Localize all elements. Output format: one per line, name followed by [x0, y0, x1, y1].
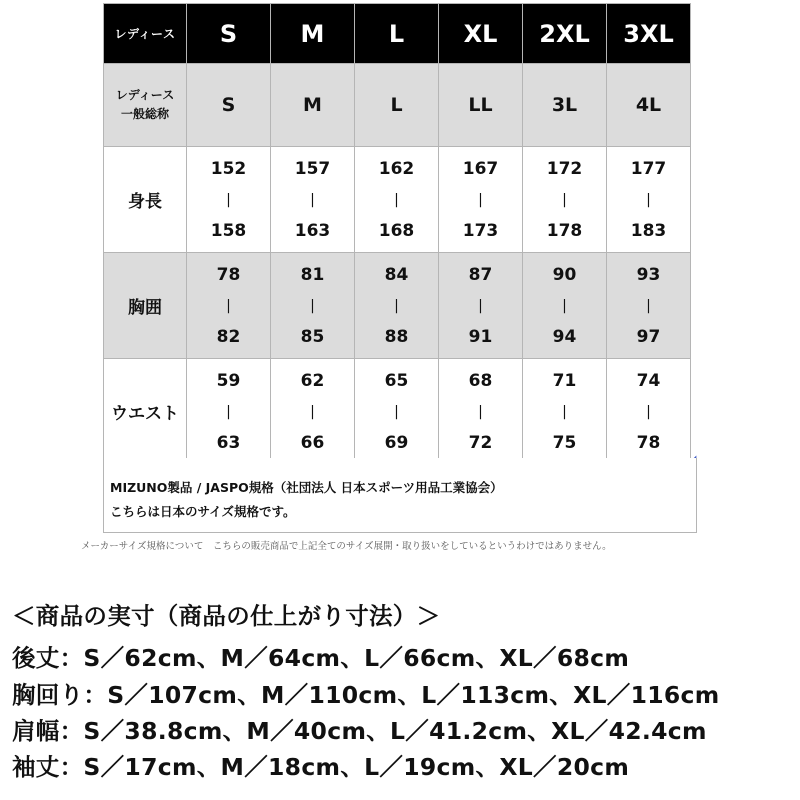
general-size-cell: L: [355, 64, 439, 147]
range-max: 183: [630, 220, 667, 241]
size-standard-note: [103, 458, 697, 533]
range-max: 69: [384, 432, 409, 453]
height-label: 身長: [104, 147, 187, 253]
range-separator: |: [478, 403, 483, 420]
range-separator: |: [394, 403, 399, 420]
range-separator: |: [394, 297, 399, 314]
chest-label: 胸囲: [104, 253, 187, 359]
height-cell: [355, 147, 439, 253]
waist-cell: [355, 359, 439, 465]
range-max: 97: [636, 326, 661, 347]
range-max: 82: [216, 326, 241, 347]
general-size-label-line1: レディース: [115, 88, 175, 102]
range-min: 87: [468, 264, 493, 285]
general-size-cell: S: [187, 64, 271, 147]
chest-cell: [355, 253, 439, 359]
range-separator: |: [478, 297, 483, 314]
general-size-label-line2: 一般総称: [120, 107, 169, 121]
measurements-heading: ＜商品の実寸（商品の仕上がり寸法）＞: [12, 602, 441, 630]
chest-cell: [271, 253, 355, 359]
range-min: 172: [546, 158, 583, 179]
range-min: 71: [552, 370, 577, 391]
range-min: 177: [630, 158, 667, 179]
range-max: 158: [210, 220, 247, 241]
range-separator: |: [226, 191, 231, 208]
range-min: 65: [384, 370, 409, 391]
size-header-xl: XL: [439, 4, 523, 64]
range-min: 162: [378, 158, 415, 179]
range-separator: |: [646, 403, 651, 420]
range-max: 72: [468, 432, 493, 453]
range-max: 178: [546, 220, 583, 241]
note-standard-source: MIZUNO製品 / JASPO規格（社団法人 日本スポーツ用品工業協会）: [110, 480, 503, 495]
height-cell: [187, 147, 271, 253]
range-min: 78: [216, 264, 241, 285]
range-max: 173: [462, 220, 499, 241]
size-disclaimer: メーカーサイズ規格について こちらの販売商品で上記全てのサイズ展開・取り扱いをしているというわけではありません。: [81, 541, 612, 552]
chest-cell: [439, 253, 523, 359]
waist-row: [104, 359, 691, 465]
size-chart-table: [103, 3, 691, 465]
range-min: 90: [552, 264, 577, 285]
spec-back-length: 後丈：S／62cm、M／64cm、L／66cm、XL／68cm: [12, 644, 630, 672]
range-max: 88: [384, 326, 409, 347]
size-header-3xl: 3XL: [607, 4, 691, 64]
range-max: 91: [468, 326, 493, 347]
range-separator: |: [226, 297, 231, 314]
waist-cell: [271, 359, 355, 465]
range-max: 85: [300, 326, 325, 347]
general-size-cell: 3L: [523, 64, 607, 147]
range-min: 152: [210, 158, 247, 179]
height-cell: [439, 147, 523, 253]
size-header-l: L: [355, 4, 439, 64]
range-separator: |: [226, 403, 231, 420]
height-cell: [607, 147, 691, 253]
waist-cell: [439, 359, 523, 465]
range-min: 167: [462, 158, 499, 179]
range-max: 163: [294, 220, 331, 241]
range-separator: |: [478, 191, 483, 208]
waist-cell: [523, 359, 607, 465]
range-separator: |: [310, 191, 315, 208]
general-size-cell: 4L: [607, 64, 691, 147]
spec-chest: 胸回り：S／107cm、M／110cm、L／113cm、XL／116cm: [12, 681, 720, 709]
range-min: 157: [294, 158, 331, 179]
height-cell: [523, 147, 607, 253]
height-cell: [271, 147, 355, 253]
range-max: 78: [636, 432, 661, 453]
range-separator: |: [646, 297, 651, 314]
range-min: 93: [636, 264, 661, 285]
size-header-m: M: [271, 4, 355, 64]
range-separator: |: [562, 297, 567, 314]
range-min: 59: [216, 370, 241, 391]
range-separator: |: [646, 191, 651, 208]
range-max: 94: [552, 326, 577, 347]
range-separator: |: [394, 191, 399, 208]
range-separator: |: [310, 297, 315, 314]
range-min: 68: [468, 370, 493, 391]
range-min: 62: [300, 370, 325, 391]
general-size-cell: LL: [439, 64, 523, 147]
height-row: [104, 147, 691, 253]
range-max: 168: [378, 220, 415, 241]
waist-label: ウエスト: [104, 359, 187, 465]
size-header-s: S: [187, 4, 271, 64]
range-min: 84: [384, 264, 409, 285]
general-size-row: [104, 64, 691, 147]
general-size-label: [104, 64, 187, 147]
spec-shoulder-width: 肩幅：S／38.8cm、M／40cm、L／41.2cm、XL／42.4cm: [12, 717, 707, 745]
chest-cell: [607, 253, 691, 359]
chest-cell: [187, 253, 271, 359]
note-japan-standard: こちらは日本のサイズ規格です。: [110, 504, 296, 519]
range-max: 75: [552, 432, 577, 453]
general-size-cell: M: [271, 64, 355, 147]
range-separator: |: [562, 191, 567, 208]
chest-row: [104, 253, 691, 359]
size-header-2xl: 2XL: [523, 4, 607, 64]
header-row-label: レディース: [104, 4, 187, 64]
range-separator: |: [310, 403, 315, 420]
size-header-row: [104, 4, 691, 64]
chest-cell: [523, 253, 607, 359]
range-max: 63: [216, 432, 241, 453]
range-separator: |: [562, 403, 567, 420]
waist-cell: [607, 359, 691, 465]
range-max: 66: [300, 432, 325, 453]
range-min: 74: [636, 370, 661, 391]
waist-cell: [187, 359, 271, 465]
spec-sleeve-length: 袖丈：S／17cm、M／18cm、L／19cm、XL／20cm: [12, 753, 630, 781]
range-min: 81: [300, 264, 325, 285]
